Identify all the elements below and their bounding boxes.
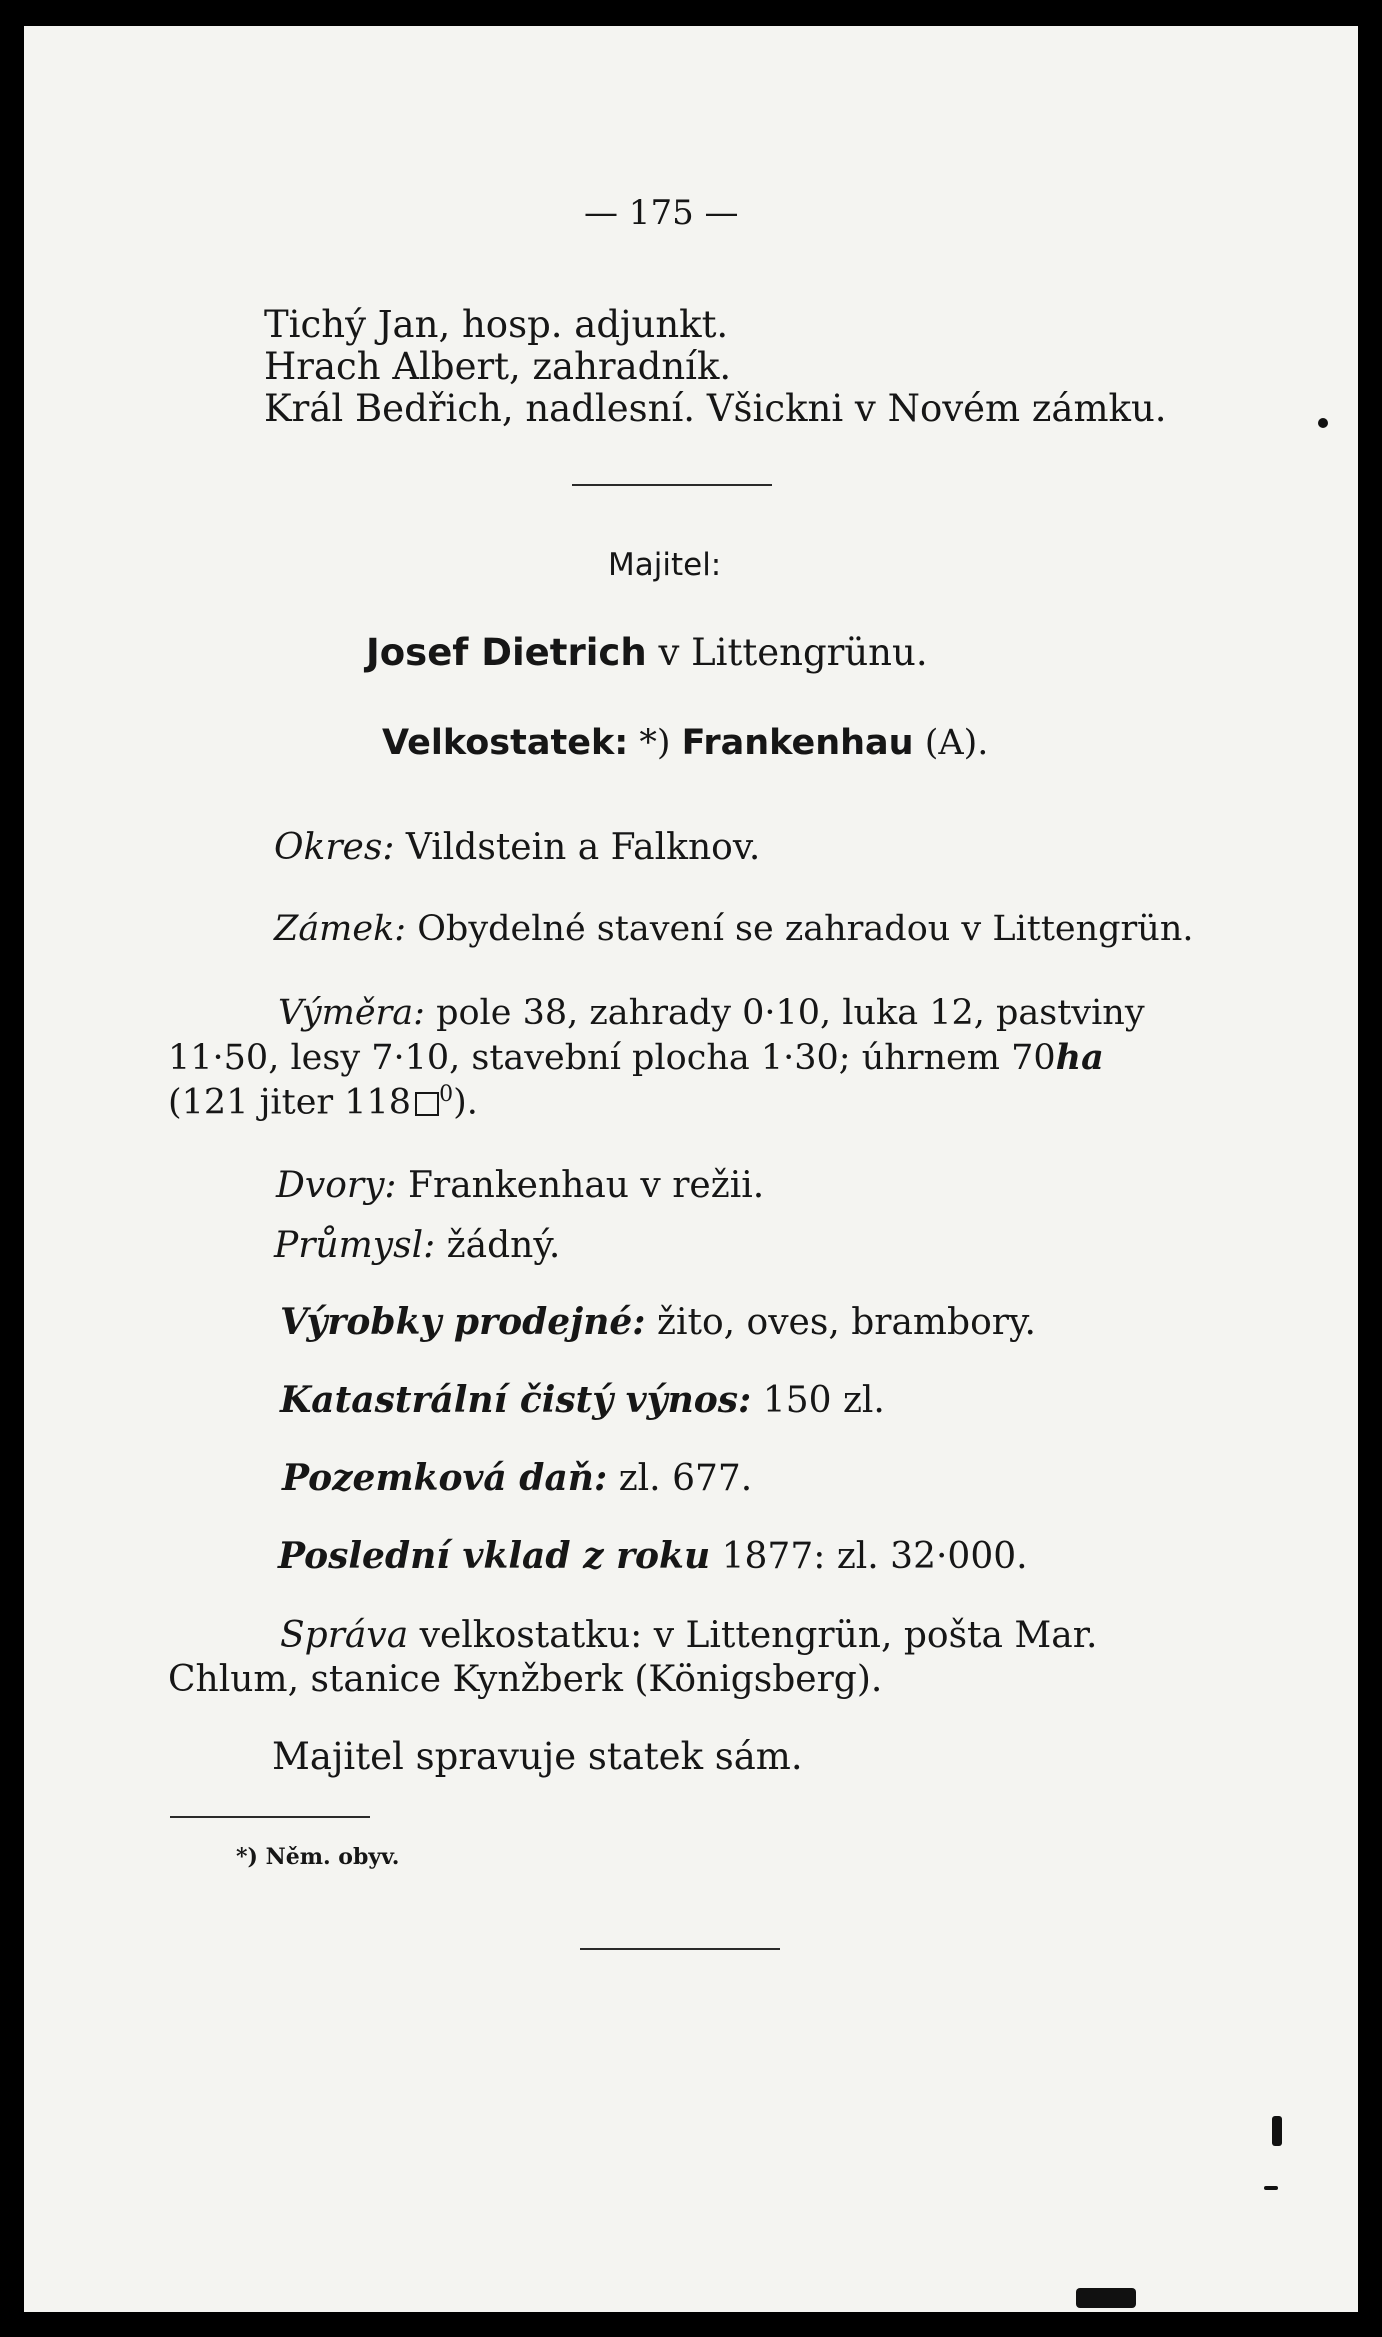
closing-line <box>272 1735 803 1778</box>
sprava-label: Správa <box>280 1615 409 1656</box>
katastr-line <box>280 1379 885 1421</box>
vymera-line-1 <box>278 993 1145 1033</box>
prumysl-line <box>274 1225 561 1266</box>
sprava-text-2: Chlum, stanice Kynžberk (Königsberg). <box>168 1659 883 1700</box>
staff-line-1: Tichý Jan, hosp. adjunkt. <box>264 303 729 346</box>
vyrobky-line <box>280 1301 1036 1343</box>
scan-speck <box>1318 418 1328 428</box>
dan-line <box>282 1457 753 1499</box>
vymera-text-3: (121 jiter 118 <box>168 1082 412 1123</box>
book-page <box>24 26 1358 2312</box>
vymera-line-2 <box>168 1037 1104 1078</box>
vyrobky-label: Výrobky prodejné: <box>280 1301 646 1343</box>
okres-value: Vildstein a Falknov. <box>405 827 761 868</box>
dvory-label: Dvory: <box>276 1165 397 1206</box>
sprava-text-1: velkostatku: v Littengrün, pošta Mar. <box>419 1615 1098 1656</box>
footnote-text: Něm. obyv. <box>265 1844 400 1870</box>
owner-name: Josef Dietrich <box>366 631 647 674</box>
vymera-text-2: 11·50, lesy 7·10, stavební plocha 1·30; úhrnem 70 <box>168 1038 1056 1078</box>
vymera-box-sup: 0 <box>439 1082 454 1107</box>
closing-text: Majitel spravuje statek sám. <box>272 1735 803 1778</box>
katastr-label: Katastrální čistý výnos: <box>280 1379 752 1421</box>
vymera-line-3 <box>168 1084 478 1121</box>
scan-speck <box>1272 2116 1282 2146</box>
dvory-value: Frankenhau v režii. <box>408 1165 765 1206</box>
staff-line-3: Král Bedřich, nadlesní. Všickni v Novém zámku. <box>264 387 1167 430</box>
footnote-rule <box>170 1816 370 1818</box>
sprava-line-2 <box>168 1659 883 1700</box>
estate-footnote-mark: *) <box>639 723 671 763</box>
page-number: — 175 — <box>584 193 739 233</box>
dan-value: zl. 677. <box>618 1458 753 1499</box>
zamek-label: Zámek: <box>274 909 407 949</box>
dan-label: Pozemková daň: <box>282 1457 608 1499</box>
estate-label: Velkostatek: <box>382 723 629 763</box>
footnote-mark: *) <box>236 1844 258 1870</box>
vymera-text-1: pole 38, zahrady 0·10, luka 12, pastviny <box>436 993 1145 1033</box>
owner-label: Majitel: <box>608 547 722 583</box>
prumysl-label: Průmysl: <box>274 1225 436 1266</box>
vklad-line <box>278 1535 1028 1577</box>
owner-location: v Littengrünu. <box>658 631 928 674</box>
owner-line <box>366 631 928 674</box>
footnote <box>236 1846 399 1868</box>
scan-speck <box>1076 2288 1136 2308</box>
square-symbol-icon <box>415 1092 439 1116</box>
zamek-line <box>274 909 1194 949</box>
dvory-line <box>276 1165 765 1206</box>
estate-name: Frankenhau <box>681 723 914 763</box>
estate-suffix: (A). <box>924 723 989 763</box>
vklad-label: Poslední vklad z roku <box>278 1535 711 1577</box>
vymera-label: Výměra: <box>278 993 425 1033</box>
vymera-text-3-end: ). <box>453 1082 478 1123</box>
staff-line-2: Hrach Albert, zahradník. <box>264 345 732 388</box>
separator-bottom <box>580 1948 780 1950</box>
separator-top <box>572 484 772 486</box>
okres-line <box>274 827 761 868</box>
zamek-value: Obydelné stavení se zahradou v Littengrün. <box>417 909 1194 949</box>
scan-speck <box>1264 2186 1278 2190</box>
estate-line <box>382 723 989 763</box>
prumysl-value: žádný. <box>446 1225 561 1266</box>
vymera-unit: ha <box>1055 1037 1104 1078</box>
okres-label: Okres: <box>274 827 395 868</box>
vklad-value: 1877: zl. 32·000. <box>721 1536 1028 1577</box>
sprava-line-1 <box>280 1615 1098 1656</box>
vyrobky-value: žito, oves, brambory. <box>657 1302 1036 1343</box>
katastr-value: 150 zl. <box>762 1380 885 1421</box>
